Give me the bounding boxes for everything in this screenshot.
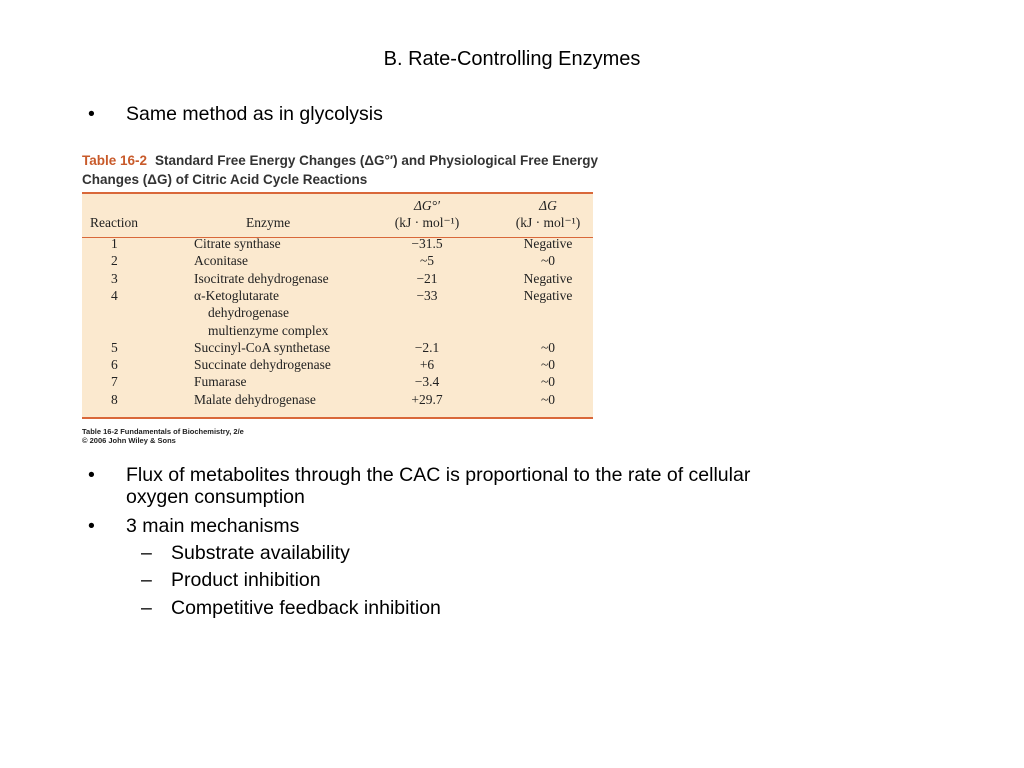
slide-title: B. Rate-Controlling Enzymes [383,48,641,70]
cell-dg0: +6 [419,357,435,373]
cell-dg0: −31.5 [411,236,443,251]
bullet-text-line2: oxygen consumption [126,486,305,508]
cell-dg: Negative [523,236,573,251]
cell-reaction: 8 [111,391,118,407]
credit-line2: © 2006 John Wiley & Sons [82,436,176,445]
table-row [82,305,593,330]
cell-dg0: ~5 [419,253,435,269]
cell-reaction: 6 [111,357,118,373]
cell-reaction: 3 [111,270,118,286]
header-dg0: ΔG°′ [413,198,441,213]
table-row [82,287,593,313]
cell-dg: Negative [523,270,573,286]
cell-enzyme: Malate dehydrogenase [194,391,316,407]
header-dg: ΔG [539,198,557,213]
table-header-row [82,194,593,238]
table-number: Table 16-2 [82,153,148,168]
bullet-mechanisms [88,515,688,539]
cell-enzyme: multienzyme complex [208,322,329,338]
bullet-text-line1: Flux of metabolites through the CAC is proportional to the rate of cellular [126,464,751,486]
header-enzyme: Enzyme [246,215,291,230]
header-reaction: Reaction [90,215,138,230]
table-caption-line2: Changes (ΔG) of Citric Acid Cycle Reactions [82,172,368,187]
cell-dg0: +29.7 [411,391,443,407]
header-dg-unit: (kJ · mol⁻¹) [515,215,581,230]
sub-item-product [141,569,641,593]
cell-dg0: −3.4 [414,374,440,390]
cell-enzyme: dehydrogenase [208,305,289,321]
table-caption-line1 [82,151,602,170]
cell-dg0: −21 [416,270,438,286]
cell-dg: ~0 [540,253,556,269]
cell-dg: ~0 [540,357,556,373]
credit-line1: Table 16-2 Fundamentals of Biochemistry, 2/e [82,427,244,436]
cell-enzyme: Succinate dehydrogenase [194,357,331,373]
bullet-text: 3 main mechanisms [126,515,300,537]
cell-dg: ~0 [540,374,556,390]
cell-enzyme: Succinyl-CoA synthetase [194,339,331,355]
cell-dg: ~0 [540,391,556,407]
cell-enzyme: Isocitrate dehydrogenase [194,270,329,286]
bullet-mark: • [88,515,95,537]
cell-enzyme: Citrate synthase [194,236,281,251]
dash-mark: – [141,569,152,591]
sub-item-text: Product inhibition [171,569,321,591]
table-caption-text1: Standard Free Energy Changes (ΔG°′) and Physiological Free Energy [155,153,598,168]
table-credit [82,427,244,445]
table-row [82,391,593,417]
cell-enzyme: α-Ketoglutarate [194,287,280,303]
cell-reaction: 1 [111,236,118,251]
cell-enzyme: Fumarase [194,374,247,390]
bullet-mark: • [88,464,95,486]
sub-item-text: Substrate availability [171,542,350,564]
cell-dg0: −2.1 [414,339,440,355]
bullet-flux [88,464,888,512]
sub-item-substrate [141,542,641,566]
cell-reaction: 2 [111,253,118,269]
cell-dg0: −33 [416,287,438,303]
header-dg0-unit: (kJ · mol⁻¹) [394,215,460,230]
bullet-mark: • [88,103,95,125]
dash-mark: – [141,542,152,564]
cell-dg: Negative [523,287,573,303]
cell-enzyme: Aconitase [194,253,248,269]
bullet-text: Same method as in glycolysis [126,103,383,125]
cell-reaction: 4 [111,287,118,303]
bullet-same-method [88,103,688,127]
dash-mark: – [141,597,152,619]
table-caption [82,151,602,189]
sub-item-text: Competitive feedback inhibition [171,597,441,619]
sub-item-feedback [141,597,641,621]
cell-reaction: 7 [111,374,118,390]
cell-reaction: 5 [111,339,118,355]
free-energy-table [82,192,593,419]
cell-dg: ~0 [540,339,556,355]
